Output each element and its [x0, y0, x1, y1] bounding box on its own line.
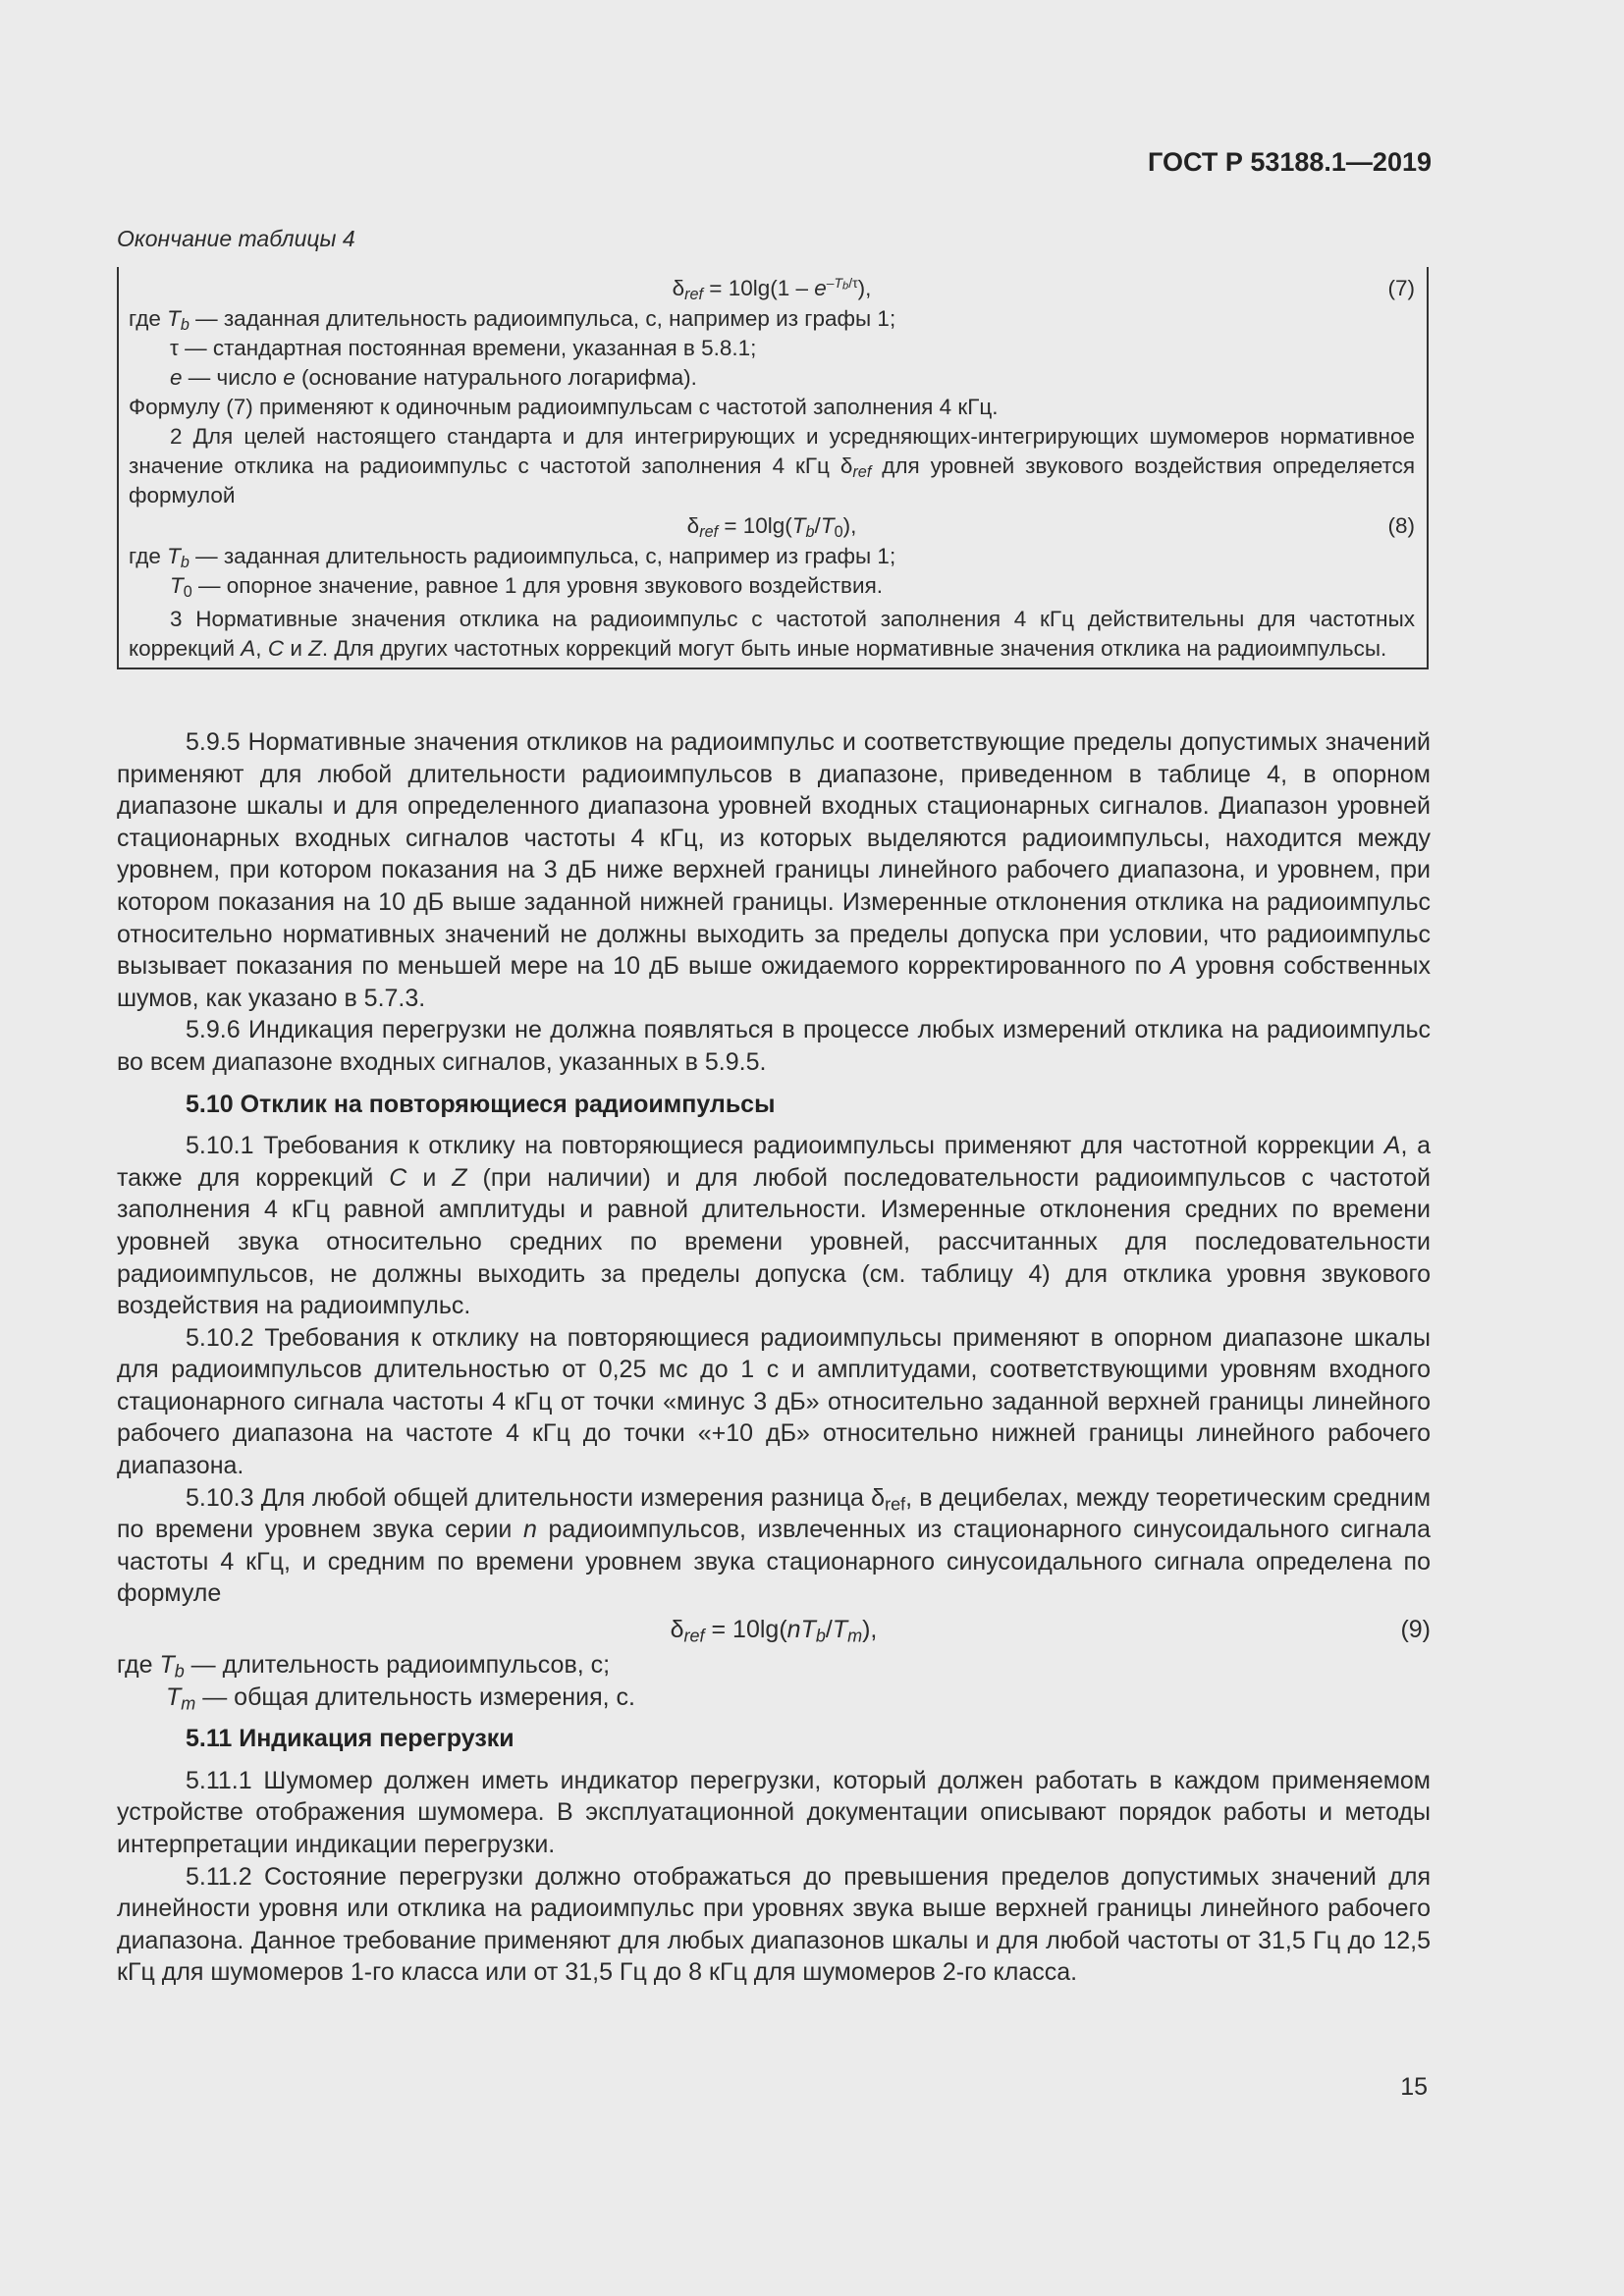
table-notes-box [117, 267, 1429, 669]
paragraph-5-9-6: 5.9.6 Индикация перегрузки не должна появляться в процессе любых измерений отклика на радиоимпульс во всем диапазоне входных сигналов, указанных в 5.9.5. [117, 1016, 1431, 1076]
section-heading-5-10: 5.10 Отклик на повторяющиеся радиоимпульсы [186, 1090, 776, 1118]
paragraph-5-11-1: 5.11.1 Шумомер должен иметь индикатор перегрузки, который должен работать в каждом применяемом устройстве отображения шумомера. В эксплуатационной документации описывают порядок работы и методы интерпретации индикации перегрузки. [117, 1766, 1431, 1858]
paragraph-5-10-2: 5.10.2 Требования к отклику на повторяющиеся радиоимпульсы применяют в опорном диапазоне шкалы для радиоимпульсов длительностью от 0,25 мс до 1 с и амплитудами, соответствующими уровням входного стационарного сигнала частоты 4 кГц от точки «минус 3 дБ» относительно заданной верхней границы линейного рабочего диапазона на частоте 4 кГц до точки «+10 дБ» относительно нижней границы линейного рабочего диапазона. [117, 1323, 1431, 1480]
note-2: 2 Для целей настоящего стандарта и для интегрирующих и усредняющих-интегрирующих шумомеров нормативное значение отклика на радиоимпульс с частотой заполнения 4 кГц $\delta_{ref}$ для уровней звукового воздействия определяется формулой [129, 424, 1415, 507]
note-where-tb: где $T_b$ — заданная длительность радиоимпульса, с, например из графы 1; [129, 306, 896, 335]
note-3: 3 Нормативные значения отклика на радиоимпульс с частотой заполнения 4 кГц действительны для частотных коррекций A, C и Z. Для других частотных коррекций могут быть иные нормативные значения отклика на радиоимпульсы. [129, 607, 1415, 661]
formula-number: (7) [1387, 276, 1415, 300]
formula-9: $\delta_{ref} = 10\lg(nT_b/T_m)$, (9) [117, 1610, 1431, 1649]
formula-number: (9) [1400, 1616, 1431, 1644]
paragraph-5-9-5: 5.9.5 Нормативные значения откликов на радиоимпульс и соответствующие пределы допустимых значений применяют для любой длительности радиоимпульсов в диапазоне, приведенном в таблице 4, в опорном диапазоне шкалы и для определенного диапазона уровней входных стационарных сигналов. Диапазон уровней стационарных входных сигналов частоты 4 кГц, из которых выделяются радиоимпульсы, находится между уровнем, при котором показания на 3 дБ ниже верхней границы линейного рабочего диапазона, и уровнем, при котором показания на 10 дБ выше заданной нижней границы. Измеренные отклонения отклика на радиоимпульс относительно нормативных значений не должны выходить за пределы допуска при условии, что радиоимпульс вызывает показания по меньшей мере на 10 дБ выше ожидаемого корректированного по A уровня собственных шумов, как указано в 5.7.3. [117, 728, 1431, 1012]
table-caption: Окончание таблицы 4 [117, 226, 355, 251]
page-number: 15 [1400, 2073, 1428, 2101]
formula-number: (8) [1387, 513, 1415, 538]
paragraph-5-10-1: 5.10.1 Требования к отклику на повторяющиеся радиоимпульсы применяют для частотной коррекции A, а также для коррекций C и Z (при наличии) и для любой последовательности радиоимпульсов с частотой заполнения 4 кГц равной амплитуды и равной длительности. Измеренные отклонения средних по времени уровней звука относительно средних по времени уровней, рассчитанных для последовательности радиоимпульсов, не должны выходить за пределы допуска (см. таблицу 4) для отклика уровня звукового воздействия на радиоимпульс. [117, 1132, 1431, 1320]
where-tm: $T_m$ — общая длительность измерения, с. [166, 1682, 635, 1714]
standard-designation: ГОСТ Р 53188.1—2019 [1148, 147, 1432, 177]
main-text [117, 726, 1431, 1989]
note-where-e: e — число e (основание натурального логарифма). [170, 365, 697, 390]
where-tb: где $T_b$ — длительность радиоимпульсов, с; [117, 1651, 611, 1682]
formula-8: $\delta_{ref} = 10\lg(T_b/T_0)$, (8) [129, 510, 1415, 542]
note-where-tau: τ — стандартная постоянная времени, указанная в 5.8.1; [170, 336, 757, 360]
formula-7: $\delta_{ref} = 10\lg(1 - e^{-T_b/\tau})$, (7) [672, 274, 1415, 304]
section-heading-5-11: 5.11 Индикация перегрузки [186, 1725, 514, 1753]
note-where-t0: $T_0$ — опорное значение, равное 1 для уровня звукового воздействия. [170, 573, 884, 602]
paragraph-5-10-3: 5.10.3 Для любой общей длительности измерения разница $\delta_{ref}$, в децибелах, между теоретическим средним по времени уровнем звука серии n радиоимпульсов, извлеченных из стационарного синусоидального сигнала частоты 4 кГц, и средним по времени уровнем звука стационарного синусоидального сигнала определена по формуле [117, 1483, 1432, 1608]
note-apply-7: Формулу (7) применяют к одиночным радиоимпульсам с частотой заполнения 4 кГц. [129, 395, 999, 419]
note-where-tb-2: где $T_b$ — заданная длительность радиоимпульса, с, например из графы 1; [129, 544, 896, 572]
paragraph-5-11-2: 5.11.2 Состояние перегрузки должно отображаться до превышения пределов допустимых значений для линейности уровня или отклика на радиоимпульс при уровнях звука выше верхней границы линейного рабочего диапазона. Данное требование применяют для любых диапазонов шкалы и для любой частоты от 31,5 Гц до 12,5 кГц для шумомеров 1-го класса или от 31,5 Гц до 8 кГц для шумомеров 2-го класса. [117, 1862, 1431, 1987]
